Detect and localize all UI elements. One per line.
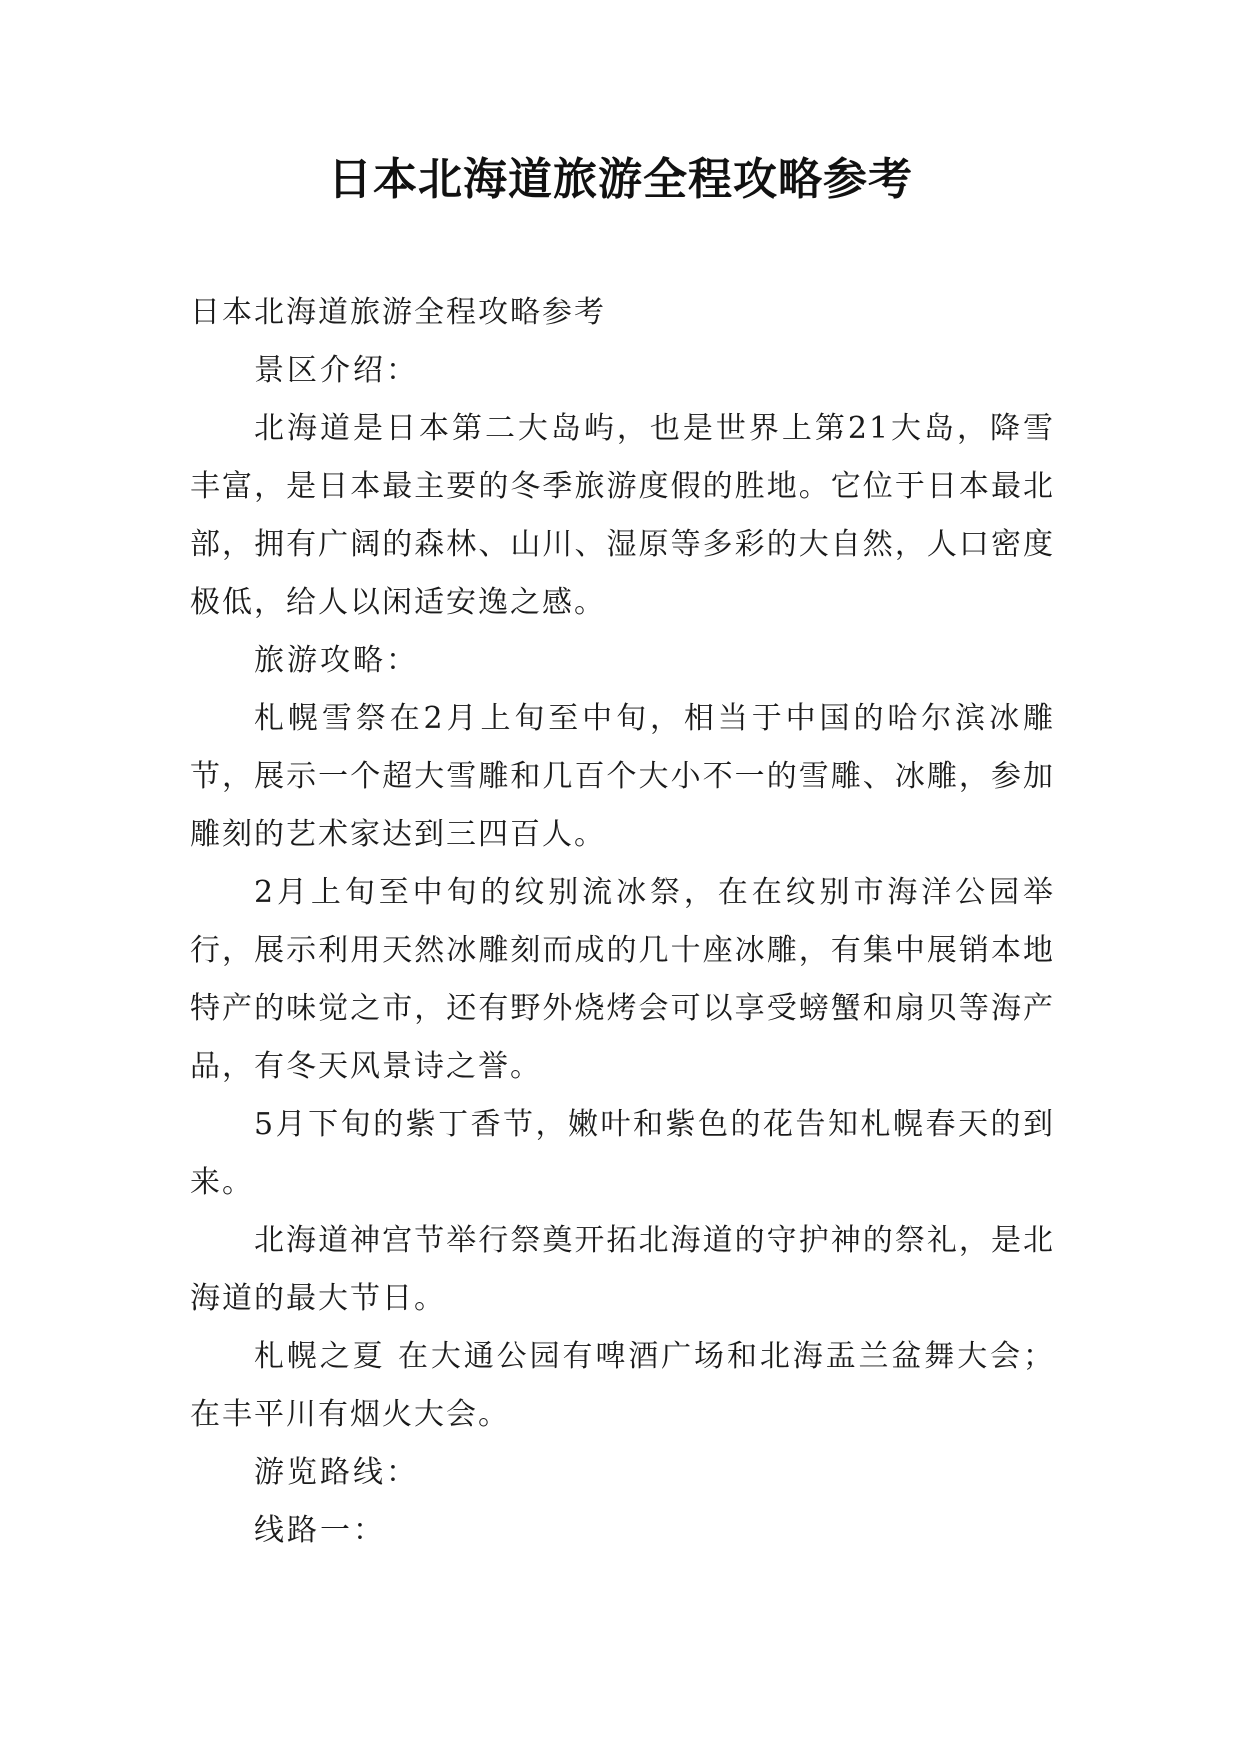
document-body: [190, 284, 1055, 1560]
paragraph-subtitle: 日本北海道旅游全程攻略参考: [190, 295, 606, 330]
paragraph-monbetsu-drift-ice-festival: 2月上旬至中旬的纹别流冰祭，在在纹别市海洋公园举行，展示利用天然冰雕刻而成的几十座冰雕，有集中展销本地特产的味觉之市，还有野外烧烤会可以享受螃蟹和扇贝等海产品，有冬天风景诗之誉。: [190, 875, 1055, 1084]
paragraph-hokkaido-intro: 北海道是日本第二大岛屿，也是世界上第21大岛，降雪丰富，是日本最主要的冬季旅游度假的胜地。它位于日本最北部，拥有广阔的森林、山川、湿原等多彩的大自然，人口密度极低，给人以闲适安逸之感。: [190, 411, 1055, 620]
section-heading-route-one: 线路一：: [254, 1513, 386, 1548]
section-heading-scenic-intro: 景区介绍：: [254, 353, 419, 388]
paragraph-lilac-festival: 5月下旬的紫丁香节，嫩叶和紫色的花告知札幌春天的到来。: [190, 1107, 1055, 1200]
paragraph-sapporo-summer: 札幌之夏 在大通公园有啤酒广场和北海盂兰盆舞大会；在丰平川有烟火大会。: [190, 1339, 1055, 1432]
paragraph-hokkaido-shrine-festival: 北海道神宫节举行祭奠开拓北海道的守护神的祭礼，是北海道的最大节日。: [190, 1223, 1055, 1316]
section-heading-tour-routes: 游览路线：: [254, 1455, 419, 1490]
document-title: 日本北海道旅游全程攻略参考: [328, 154, 913, 205]
section-heading-travel-guide: 旅游攻略：: [254, 643, 419, 678]
paragraph-sapporo-snow-festival: 札幌雪祭在2月上旬至中旬，相当于中国的哈尔滨冰雕节，展示一个超大雪雕和几百个大小不一的雪雕、冰雕，参加雕刻的艺术家达到三四百人。: [190, 701, 1055, 852]
